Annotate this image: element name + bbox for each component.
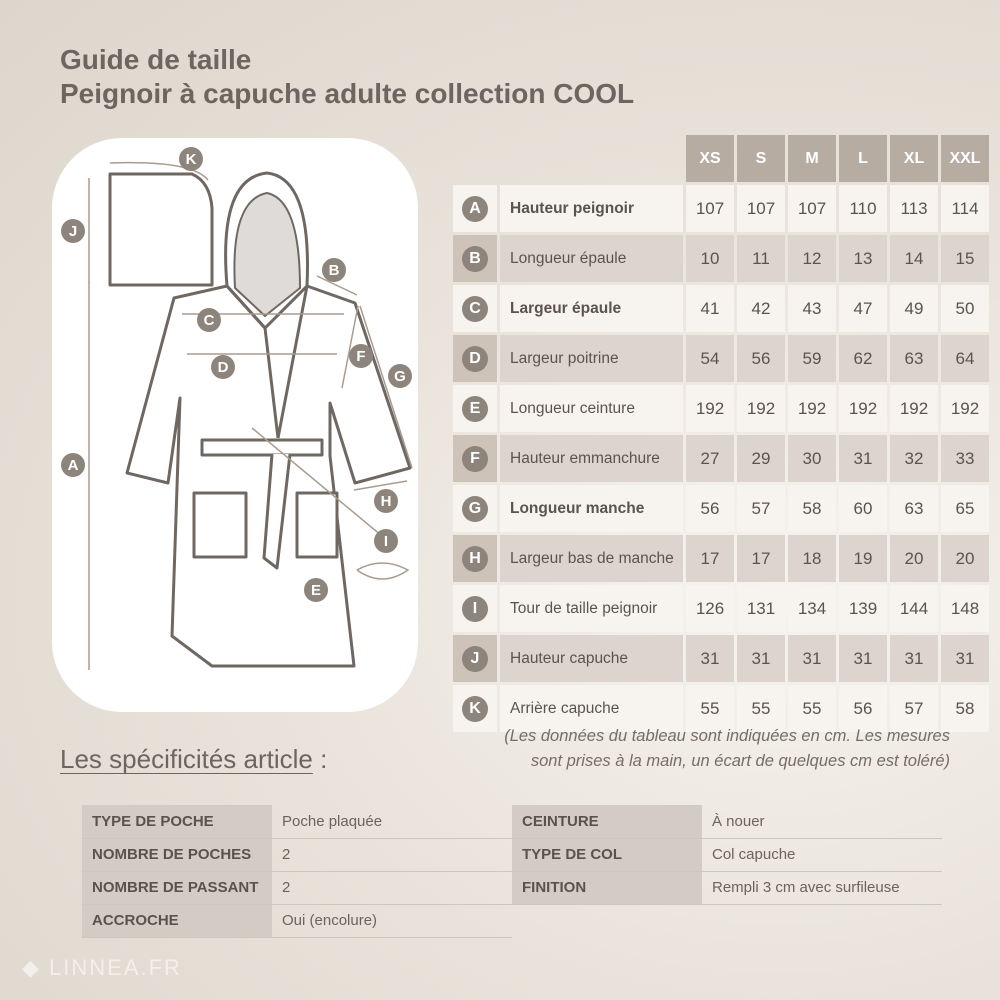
size-row — [453, 385, 989, 432]
size-table — [450, 132, 992, 735]
size-value: 192 — [839, 385, 887, 432]
row-label: Largeur poitrine — [500, 335, 683, 382]
size-row — [453, 485, 989, 532]
svg-text:G: G — [394, 368, 406, 385]
spec-row — [82, 871, 512, 904]
size-value: 55 — [737, 685, 785, 732]
size-value: 58 — [941, 685, 989, 732]
spec-key: FINITION — [512, 871, 702, 904]
size-value: 107 — [737, 185, 785, 232]
row-label: Hauteur peignoir — [500, 185, 683, 232]
size-value: 42 — [737, 285, 785, 332]
svg-text:C: C — [203, 312, 215, 329]
size-row — [453, 335, 989, 382]
row-label: Hauteur emmanchure — [500, 435, 683, 482]
size-value: 113 — [890, 185, 938, 232]
size-value: 134 — [788, 585, 836, 632]
size-value: 64 — [941, 335, 989, 382]
size-row — [453, 285, 989, 332]
size-value: 139 — [839, 585, 887, 632]
brand-logo: ◆ LINNEA.FR — [22, 955, 182, 980]
size-value: 32 — [890, 435, 938, 482]
spec-value: Rempli 3 cm avec surfileuse — [702, 871, 942, 904]
size-value: 31 — [941, 635, 989, 682]
size-value: 30 — [788, 435, 836, 482]
size-value: 114 — [941, 185, 989, 232]
size-value: 57 — [737, 485, 785, 532]
spec-row — [82, 838, 512, 871]
page-title — [60, 43, 634, 111]
spec-value: Col capuche — [702, 838, 942, 871]
size-row — [453, 585, 989, 632]
size-row — [453, 185, 989, 232]
svg-text:I: I — [383, 533, 389, 550]
size-value: 11 — [737, 235, 785, 282]
size-value: 13 — [839, 235, 887, 282]
size-value: 65 — [941, 485, 989, 532]
size-row — [453, 635, 989, 682]
spec-key: ACCROCHE — [82, 904, 272, 937]
size-header: XXL — [941, 135, 989, 182]
size-value: 31 — [686, 635, 734, 682]
row-marker-icon: A — [462, 196, 488, 222]
size-value: 56 — [839, 685, 887, 732]
size-value: 192 — [686, 385, 734, 432]
size-value: 17 — [686, 535, 734, 582]
size-value: 58 — [788, 485, 836, 532]
row-marker-icon: D — [462, 346, 488, 372]
size-value: 144 — [890, 585, 938, 632]
size-value: 20 — [890, 535, 938, 582]
measurement-note — [455, 724, 950, 774]
row-marker-icon: B — [462, 246, 488, 272]
spec-key: TYPE DE POCHE — [82, 805, 272, 838]
svg-text:D: D — [217, 359, 229, 376]
size-value: 54 — [686, 335, 734, 382]
size-value: 33 — [941, 435, 989, 482]
size-value: 20 — [941, 535, 989, 582]
size-header-row — [453, 135, 989, 182]
size-value: 192 — [890, 385, 938, 432]
size-value: 131 — [737, 585, 785, 632]
size-value: 31 — [839, 435, 887, 482]
size-value: 192 — [737, 385, 785, 432]
specs-table-left — [82, 805, 512, 938]
size-value: 31 — [839, 635, 887, 682]
size-value: 57 — [890, 685, 938, 732]
spec-row — [512, 805, 942, 838]
row-label: Longueur ceinture — [500, 385, 683, 432]
size-header: S — [737, 135, 785, 182]
size-value: 18 — [788, 535, 836, 582]
svg-text:B: B — [328, 262, 340, 279]
row-label: Longueur manche — [500, 485, 683, 532]
row-marker-icon: H — [462, 546, 488, 572]
size-value: 43 — [788, 285, 836, 332]
size-row — [453, 235, 989, 282]
size-value: 31 — [788, 635, 836, 682]
spec-key: CEINTURE — [512, 805, 702, 838]
size-value: 31 — [737, 635, 785, 682]
svg-text:A: A — [67, 457, 79, 474]
size-value: 56 — [686, 485, 734, 532]
size-value: 50 — [941, 285, 989, 332]
size-header: XL — [890, 135, 938, 182]
row-label: Longueur épaule — [500, 235, 683, 282]
spec-value: Oui (encolure) — [272, 904, 512, 937]
spec-value: 2 — [272, 871, 512, 904]
note-line-2: sont prises à la main, un écart de quelques cm est toléré) — [530, 752, 950, 770]
spec-key: TYPE DE COL — [512, 838, 702, 871]
size-value: 63 — [890, 485, 938, 532]
svg-text:K: K — [185, 151, 197, 168]
spec-key: NOMBRE DE POCHES — [82, 838, 272, 871]
size-value: 107 — [686, 185, 734, 232]
note-line-1: (Les données du tableau sont indiquées en cm. Les mesures — [504, 727, 950, 745]
spec-value: Poche plaquée — [272, 805, 512, 838]
size-value: 60 — [839, 485, 887, 532]
size-value: 41 — [686, 285, 734, 332]
row-label: Tour de taille peignoir — [500, 585, 683, 632]
size-value: 12 — [788, 235, 836, 282]
size-row — [453, 535, 989, 582]
row-label: Largeur bas de manche — [500, 535, 683, 582]
size-value: 55 — [686, 685, 734, 732]
row-label: Largeur épaule — [500, 285, 683, 332]
svg-text:H: H — [380, 493, 392, 510]
size-value: 19 — [839, 535, 887, 582]
size-value: 192 — [788, 385, 836, 432]
svg-text:F: F — [356, 348, 366, 365]
row-marker-icon: K — [462, 696, 488, 722]
size-value: 10 — [686, 235, 734, 282]
size-value: 31 — [890, 635, 938, 682]
spec-key: NOMBRE DE PASSANT — [82, 871, 272, 904]
spec-value: À nouer — [702, 805, 942, 838]
size-value: 192 — [941, 385, 989, 432]
size-header: XS — [686, 135, 734, 182]
size-value: 107 — [788, 185, 836, 232]
size-value: 59 — [788, 335, 836, 382]
size-value: 27 — [686, 435, 734, 482]
row-marker-icon: G — [462, 496, 488, 522]
title-line-1: Guide de taille — [60, 44, 252, 75]
size-value: 63 — [890, 335, 938, 382]
size-header: M — [788, 135, 836, 182]
spec-row — [82, 805, 512, 838]
size-value: 56 — [737, 335, 785, 382]
row-marker-icon: F — [462, 446, 488, 472]
spec-row — [512, 838, 942, 871]
size-row — [453, 435, 989, 482]
size-value: 126 — [686, 585, 734, 632]
size-value: 110 — [839, 185, 887, 232]
svg-text:J: J — [68, 223, 78, 240]
size-value: 47 — [839, 285, 887, 332]
spec-row — [82, 904, 512, 937]
size-header: L — [839, 135, 887, 182]
spec-row — [512, 871, 942, 904]
row-label: Hauteur capuche — [500, 635, 683, 682]
specs-title: Les spécificités article : — [60, 744, 328, 774]
row-label: Arrière capuche — [500, 685, 683, 732]
size-value: 14 — [890, 235, 938, 282]
size-value: 55 — [788, 685, 836, 732]
size-value: 148 — [941, 585, 989, 632]
size-value: 15 — [941, 235, 989, 282]
size-value: 49 — [890, 285, 938, 332]
row-marker-icon: J — [462, 646, 488, 672]
size-value: 62 — [839, 335, 887, 382]
specs-table-right — [512, 805, 942, 905]
row-marker-icon: E — [462, 396, 488, 422]
spec-value: 2 — [272, 838, 512, 871]
row-marker-icon: I — [462, 596, 488, 622]
size-value: 17 — [737, 535, 785, 582]
title-line-2: Peignoir à capuche adulte collection COOL — [60, 78, 635, 109]
size-value: 29 — [737, 435, 785, 482]
bathrobe-diagram — [52, 138, 418, 712]
row-marker-icon: C — [462, 296, 488, 322]
bathrobe-drawing — [52, 138, 418, 712]
svg-text:E: E — [310, 582, 322, 599]
